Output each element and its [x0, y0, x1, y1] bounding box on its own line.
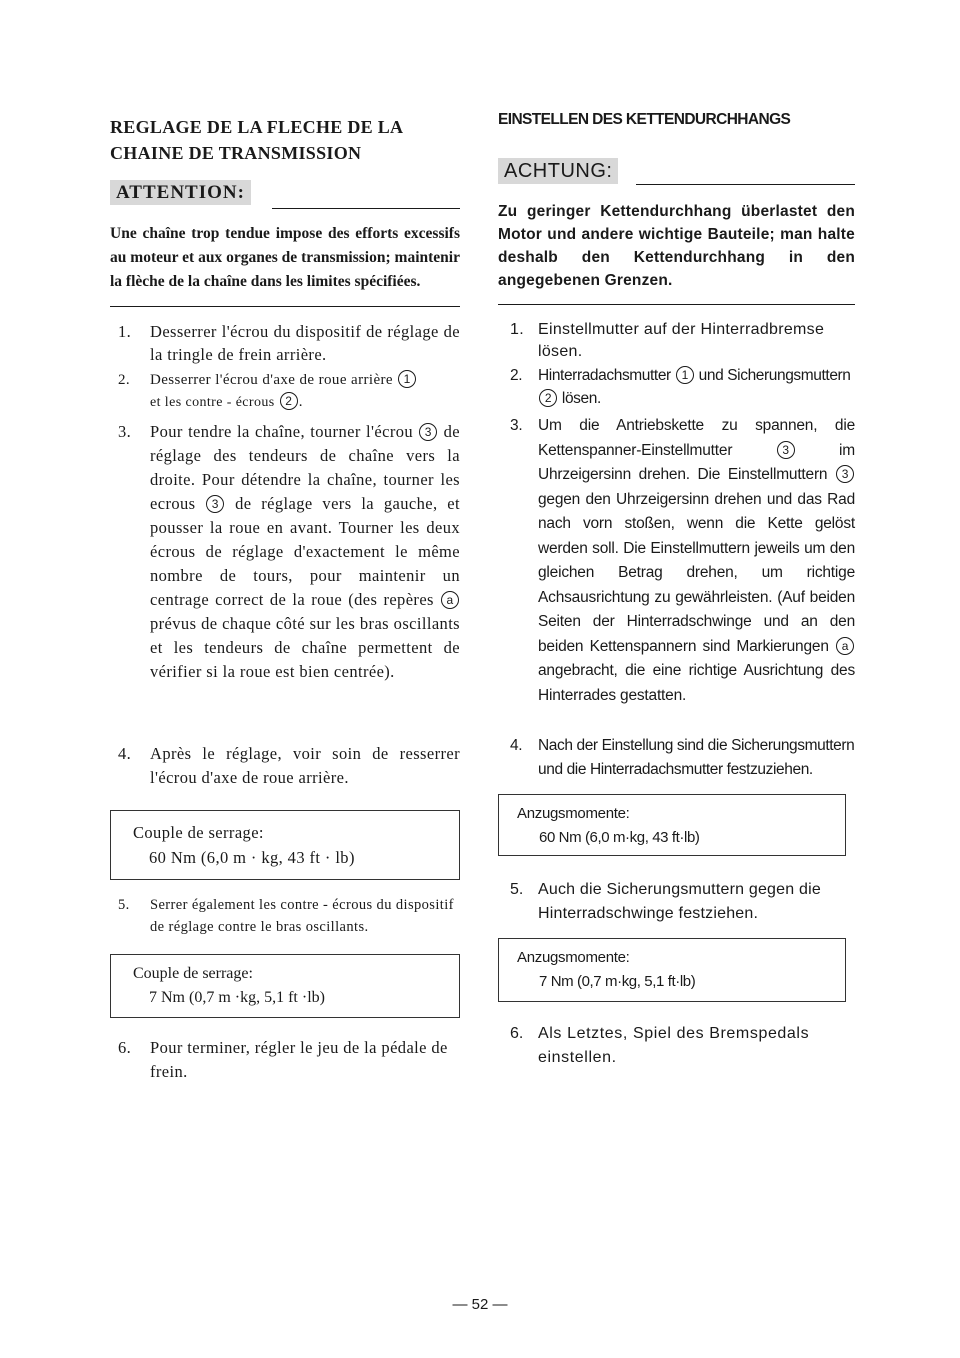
- french-attention-rule: [272, 208, 460, 209]
- french-title-line-1: REGLAGE DE LA FLECHE DE LA: [110, 117, 404, 137]
- torque-value: 7 Nm (0,7 m ·kg, 5,1 ft ·lb): [149, 989, 325, 1006]
- step-number: 5.: [118, 897, 130, 913]
- step-number: 2.: [510, 367, 523, 384]
- torque-value: 7 Nm (0,7 m·kg, 5,1 ft·lb): [539, 973, 696, 990]
- german-column: [498, 108, 855, 1070]
- step-text: de réglage vers la gauche, et pousser la roue en avant. Tourner les deux écrous de réglage d'exactement le même nombre de tours, pour maintenir un centrage correct de la roue (des repères: [150, 494, 460, 609]
- torque-label: Anzugsmomente:: [517, 805, 630, 822]
- step-text: prévus de chaque côté sur les bras oscillants et les tendeurs de chaîne permettent de vérifier si la roue est bien centrée).: [150, 614, 460, 681]
- step-text: Hinterradachsmutter: [538, 367, 671, 384]
- torque-label: Anzugsmomente:: [517, 949, 630, 966]
- step-number: 4.: [118, 744, 132, 763]
- step-text: lösen.: [561, 389, 601, 407]
- step-text: Nach der Einstellung sind die Sicherungsmuttern und die Hinterradachsmutter festzuziehen.: [538, 737, 855, 778]
- callout-3-icon: 3: [206, 495, 224, 513]
- step-number: 5.: [510, 881, 524, 898]
- step-text: Um die Antriebskette zu spannen, die Kettenspanner-Einstellmutter: [538, 417, 855, 459]
- callout-a-icon: a: [441, 591, 459, 609]
- step-text: angebracht, die eine richtige Ausrichtung des Hinterrades gestatten.: [538, 662, 855, 704]
- step-text: Pour terminer, régler le jeu de la pédale de frein.: [150, 1038, 448, 1081]
- step-text: Desserrer l'écrou du dispositif de réglage de la tringle de frein arrière.: [150, 322, 460, 364]
- french-torque-box-2: [110, 954, 460, 1018]
- step-text: Desserrer l'écrou d'axe de roue arrière: [150, 372, 393, 388]
- torque-label: Couple de serrage:: [133, 965, 253, 982]
- torque-value: 60 Nm (6,0 m·kg, 43 ft·lb): [539, 829, 700, 846]
- french-step-1: [110, 321, 460, 366]
- callout-3-icon: 3: [836, 465, 854, 483]
- french-warning-rule: [110, 306, 460, 307]
- step-number: 2.: [118, 372, 131, 388]
- german-attention-rule: [636, 184, 855, 185]
- step-text: de réglage des tendeurs de chaîne vers la droite. Pour détendre la chaîne, tourner les ecrous: [150, 422, 461, 513]
- step-text: Pour tendre la chaîne, tourner l'écrou: [150, 422, 414, 441]
- torque-value: 60 Nm (6,0 m · kg, 43 ft · lb): [149, 848, 355, 867]
- step-number: 6.: [118, 1038, 132, 1057]
- step-text: im Uhrzeigersinn drehen. Die Einstellmuttern: [538, 441, 855, 483]
- step-number: 4.: [510, 737, 523, 754]
- page-number: — 52 —: [452, 1296, 508, 1313]
- step-number: 6.: [510, 1025, 524, 1042]
- french-warning-text: Une chaîne trop tendue impose des efforts excessifs au moteur et aux organes de transmission; maintenir la flèche de la chaîne dans les limites spécifiées.: [110, 225, 460, 290]
- german-warning-rule: [498, 304, 855, 305]
- callout-2-icon: 2: [539, 389, 557, 407]
- french-step-5: [110, 894, 460, 938]
- german-title: EINSTELLEN DES KETTENDURCHHANGS: [498, 111, 791, 128]
- step-text: Auch die Sicherungsmuttern gegen die Hinterradschwinge festziehen.: [538, 881, 821, 922]
- german-step-6: [498, 1022, 855, 1070]
- french-step-2: [110, 369, 460, 414]
- callout-a-icon: a: [836, 637, 854, 655]
- step-text: Einstellmutter auf der Hinterradbremse lösen.: [538, 321, 825, 360]
- german-torque-box-1: [498, 794, 846, 856]
- french-title-line-2: CHAINE DE TRANSMISSION: [110, 143, 362, 163]
- french-step-6: [110, 1036, 460, 1084]
- callout-3-icon: 3: [419, 423, 437, 441]
- french-step-4: [110, 742, 460, 790]
- german-step-1: [498, 319, 855, 363]
- french-column: [110, 108, 460, 1084]
- callout-2-icon: 2: [280, 392, 298, 410]
- step-text: Après le réglage, voir soin de resserrer l'écrou d'axe de roue arrière.: [150, 744, 460, 787]
- german-torque-box-2: [498, 938, 846, 1002]
- callout-1-icon: 1: [676, 366, 694, 384]
- step-text: Serrer également les contre - écrous du dispositif de réglage contre le bras oscillants.: [150, 897, 454, 935]
- step-text: Als Letztes, Spiel des Bremspedals einstellen.: [538, 1025, 810, 1066]
- german-warning-text: Zu geringer Kettendurchhang überlastet den Motor und andere wichtige Bauteile; man halte deshalb den Kettendurchhang in den angegebenen Grenzen.: [498, 203, 855, 289]
- german-step-3: [498, 414, 855, 708]
- step-number: 1.: [510, 321, 524, 338]
- french-step-3: [110, 420, 460, 684]
- german-attention-label: ACHTUNG:: [498, 158, 618, 184]
- french-attention-header: [110, 178, 460, 214]
- step-text: gegen den Uhrzeigersinn drehen und das Rad nach vorn stoßen, wenn die Kette gelöst werden soll. Die Einstellmuttern jeweils um den gleichen Betrag drehen, um richtige Achsausrichtung zu gewährleisten. (Auf beiden Seiten der Hinterradschwinge und an den beiden Kettenspannern sind Markierungen: [538, 490, 855, 655]
- french-title: [110, 114, 460, 166]
- german-attention-header: [498, 156, 855, 192]
- step-number: 3.: [510, 417, 523, 434]
- callout-1-icon: 1: [398, 370, 416, 388]
- callout-3-icon: 3: [777, 441, 795, 459]
- french-attention-label: ATTENTION:: [110, 180, 251, 205]
- german-step-4: [498, 734, 855, 782]
- german-step-2: [498, 365, 855, 410]
- step-text: und Sicherungsmuttern: [698, 367, 851, 384]
- step-text: et les contre - écrous: [150, 395, 275, 410]
- step-number: 1.: [118, 322, 132, 341]
- step-number: 3.: [118, 422, 132, 441]
- german-step-5: [498, 878, 855, 926]
- french-torque-box-1: [110, 810, 460, 880]
- torque-label: Couple de serrage:: [133, 823, 264, 842]
- step-text: .: [298, 394, 303, 410]
